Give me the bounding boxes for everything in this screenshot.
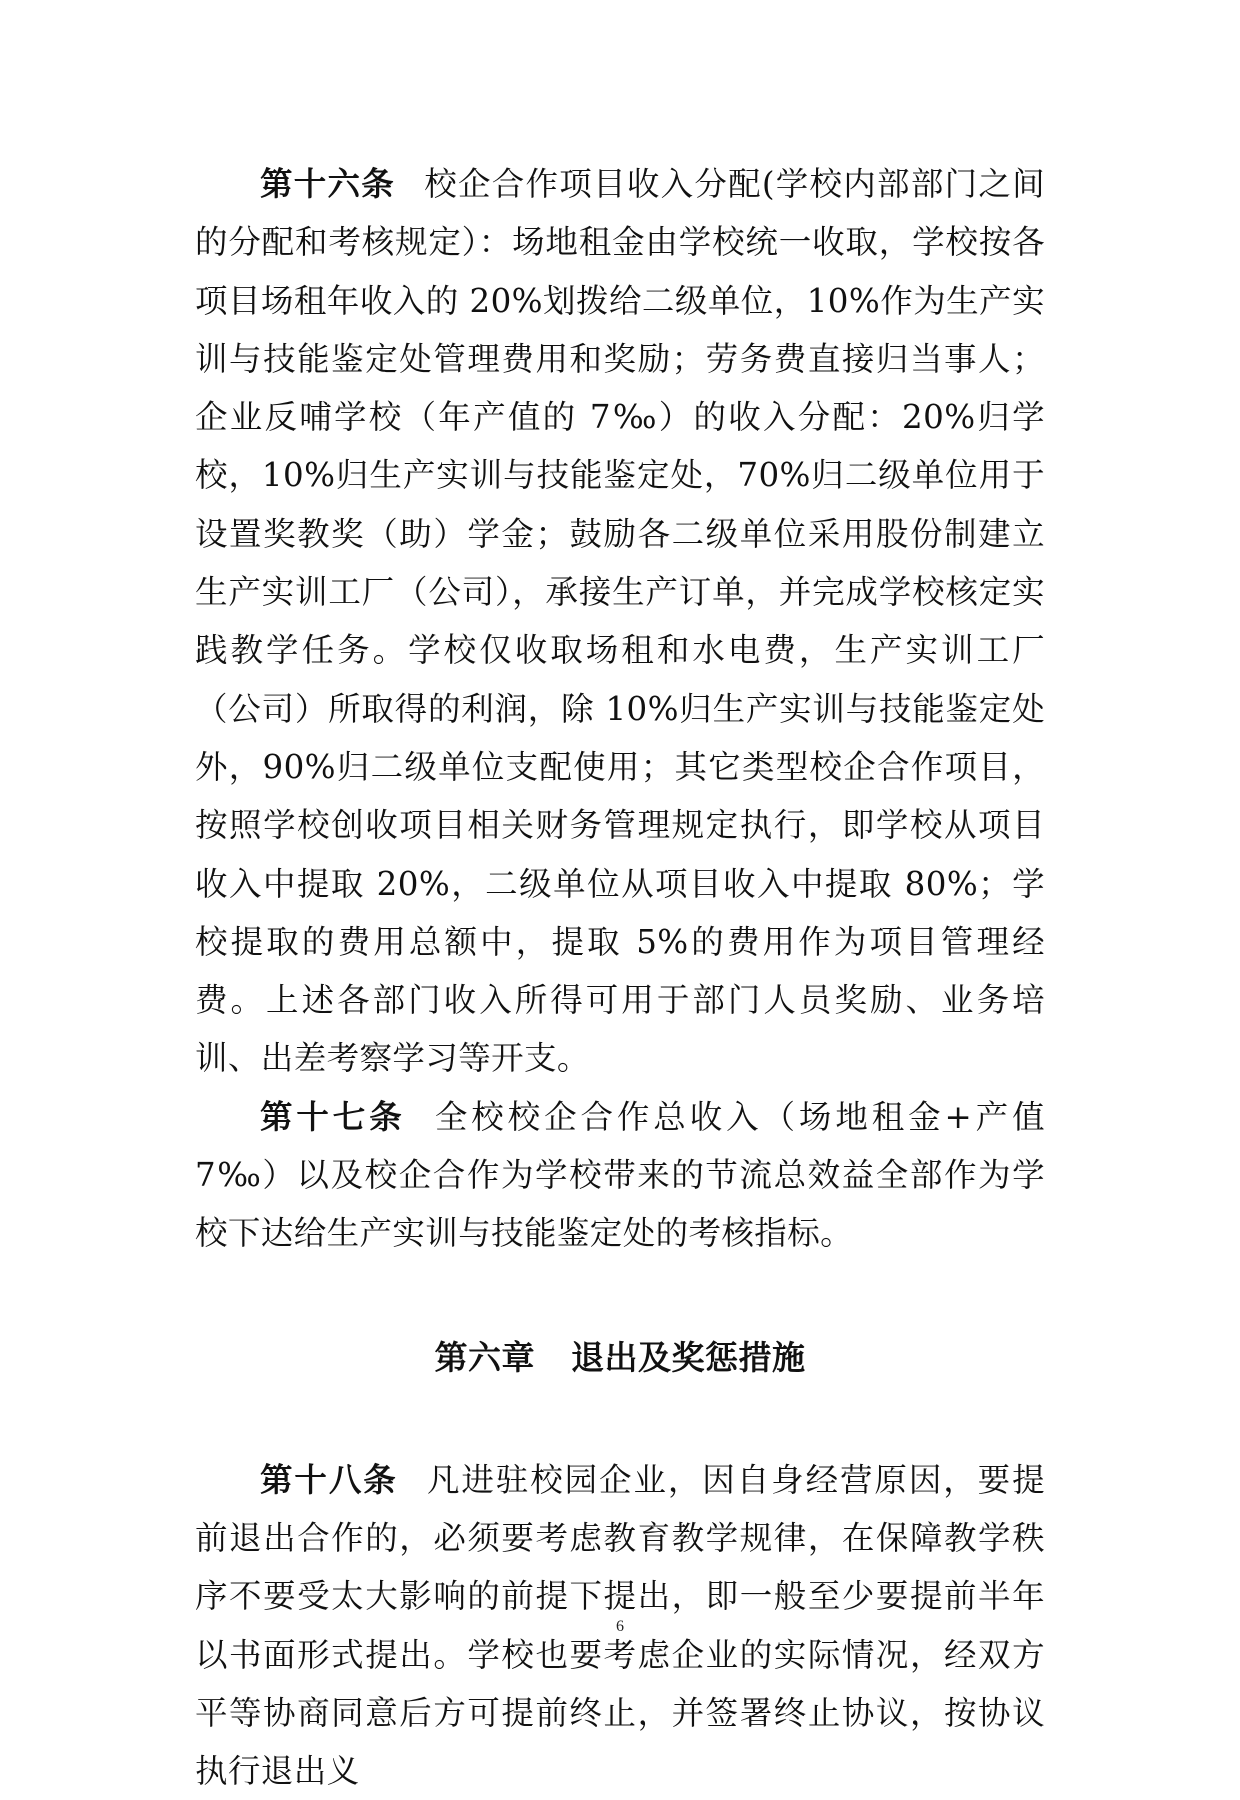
article-17-label: 第十七条: [260, 1096, 406, 1136]
article-16: [195, 155, 1045, 1088]
article-16-text: 校企合作项目收入分配(学校内部部门之间的分配和考核规定）：场地租金由学校统一收取，学校按各项目场租年收入的 20%划拨给二级单位，10%作为生产实训与技能鉴定处管理费用和奖励；劳务费直接归当事人；企业反哺学校（年产值的 7‰）的收入分配：20%归学校，10%归生产实训与技能鉴定处，70%归二级单位用于设置奖教奖（助）学金；鼓励各二级单位采用股份制建立生产实训工厂（公司），承接生产订单，并完成学校核定实践教学任务。学校仅收取场租和水电费，生产实训工厂（公司）所取得的利润，除 10%归生产实训与技能鉴定处外，90%归二级单位支配使用；其它类型校企合作项目，按照学校创收项目相关财务管理规定执行，即学校从项目收入中提取 20%，二级单位从项目收入中提取 80%；学校提取的费用总额中，提取 5%的费用作为项目管理经费。上述各部门收入所得可用于部门人员奖励、业务培训、出差考察学习等开支。: [195, 165, 1045, 1078]
article-16-label: 第十六条: [260, 164, 396, 203]
article-17-text: 全校校企合作总收入（场地租金+产值 7‰）以及校企合作为学校带来的节流总效益全部作为学校下达给生产实训与技能鉴定处的考核指标。: [195, 1097, 1045, 1253]
article-18-label: 第十八条: [260, 1459, 398, 1499]
article-18-text: 凡进驻校园企业，因自身经营原因，要提前退出合作的，必须要考虑教育教学规律，在保障教学秩序不要受太大影响的前提下提出，即一般至少要提前半年以书面形式提出。学校也要考虑企业的实际情况，经双方平等协商同意后方可提前终止，并签署终止协议，按协议执行退出义: [195, 1460, 1045, 1791]
chapter-title: 第六章 退出及奖惩措施: [434, 1337, 806, 1377]
page-number: 6: [616, 1618, 624, 1635]
article-17: [195, 1088, 1045, 1263]
document-body: [195, 155, 1045, 1800]
